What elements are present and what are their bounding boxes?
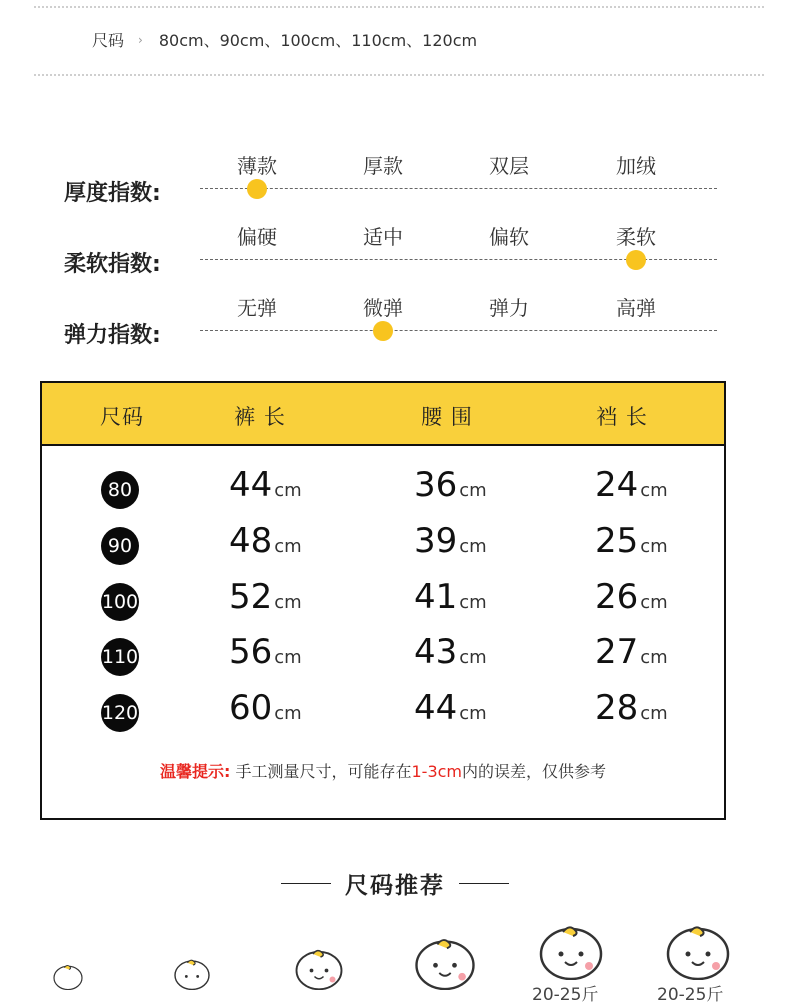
index-label: 柔软指数:: [64, 252, 161, 277]
recommend-heading: [0, 867, 790, 900]
length-value: 48 cm: [229, 521, 302, 561]
index-marker: [626, 250, 646, 270]
index-option: 弹力: [489, 296, 529, 320]
index-option: 适中: [363, 225, 403, 249]
index-option: 厚款: [363, 154, 403, 178]
header-crotch: 裆 长: [596, 405, 648, 429]
size-badge: 90: [101, 527, 139, 565]
index-track: [200, 330, 717, 331]
index-option: 微弹: [363, 296, 403, 320]
baby-face-icon: [411, 933, 479, 990]
size-spec-value: 80cm、90cm、100cm、110cm、120cm: [158, 31, 478, 50]
tip-text-end: 内的误差，仅供参考: [462, 762, 607, 781]
index-option: 薄款: [237, 154, 277, 178]
measurement-tip: [42, 759, 724, 782]
crotch-value: 26 cm: [595, 577, 668, 617]
index-option: 无弹: [237, 296, 277, 320]
length-value: 52 cm: [229, 577, 302, 617]
index-option: 柔软: [616, 225, 656, 249]
top-divider: [34, 6, 764, 8]
size-spec-label: 尺码: [92, 31, 125, 50]
size-spec-row: [92, 28, 477, 51]
baby-face-icon: [285, 945, 353, 990]
baby-face-icon: [158, 956, 226, 990]
heading-line-left: [281, 883, 331, 884]
weight-label: 20-25斤: [657, 985, 724, 1005]
spec-divider: [34, 74, 764, 76]
table-row: [42, 465, 724, 515]
index-marker: [247, 179, 267, 199]
baby-face-icon: [34, 962, 102, 990]
waist-value: 44 cm: [414, 688, 487, 728]
length-value: 44 cm: [229, 465, 302, 505]
weight-label: 20-25斤: [532, 985, 599, 1005]
index-option: 偏硬: [237, 225, 277, 249]
tip-range: 1-3cm: [411, 762, 462, 781]
softness-index: [64, 221, 724, 281]
index-option: 高弹: [616, 296, 656, 320]
index-label: 厚度指数:: [64, 181, 161, 206]
table-header: [42, 383, 724, 446]
baby-face-icon: [664, 920, 732, 980]
baby-face-icon: [537, 920, 605, 980]
header-waist: 腰 围: [421, 405, 473, 429]
size-badge: 110: [101, 638, 139, 676]
elasticity-index: [64, 292, 724, 352]
index-track: [200, 188, 717, 189]
waist-value: 36 cm: [414, 465, 487, 505]
table-row: [42, 521, 724, 571]
waist-value: 39 cm: [414, 521, 487, 561]
size-table: [40, 381, 726, 820]
index-option: 双层: [489, 154, 529, 178]
recommend-title: 尺码推荐: [345, 873, 445, 899]
header-size: 尺码: [100, 405, 144, 429]
crotch-value: 25 cm: [595, 521, 668, 561]
tip-text: 手工测量尺寸，可能存在: [230, 762, 412, 781]
size-badge: 120: [101, 694, 139, 732]
crotch-value: 27 cm: [595, 632, 668, 672]
table-row: [42, 688, 724, 738]
heading-line-right: [459, 883, 509, 884]
index-label: 弹力指数:: [64, 323, 161, 348]
chevron-right-icon: ›: [138, 32, 143, 47]
size-badge: 80: [101, 471, 139, 509]
waist-value: 43 cm: [414, 632, 487, 672]
length-value: 60 cm: [229, 688, 302, 728]
index-option: 偏软: [489, 225, 529, 249]
crotch-value: 28 cm: [595, 688, 668, 728]
tip-label: 温馨提示:: [159, 762, 231, 781]
header-length: 裤 长: [234, 405, 286, 429]
waist-value: 41 cm: [414, 577, 487, 617]
crotch-value: 24 cm: [595, 465, 668, 505]
size-badge: 100: [101, 583, 139, 621]
thickness-index: [64, 150, 724, 210]
table-row: [42, 632, 724, 682]
index-option: 加绒: [616, 154, 656, 178]
length-value: 56 cm: [229, 632, 302, 672]
table-row: [42, 577, 724, 627]
index-marker: [373, 321, 393, 341]
